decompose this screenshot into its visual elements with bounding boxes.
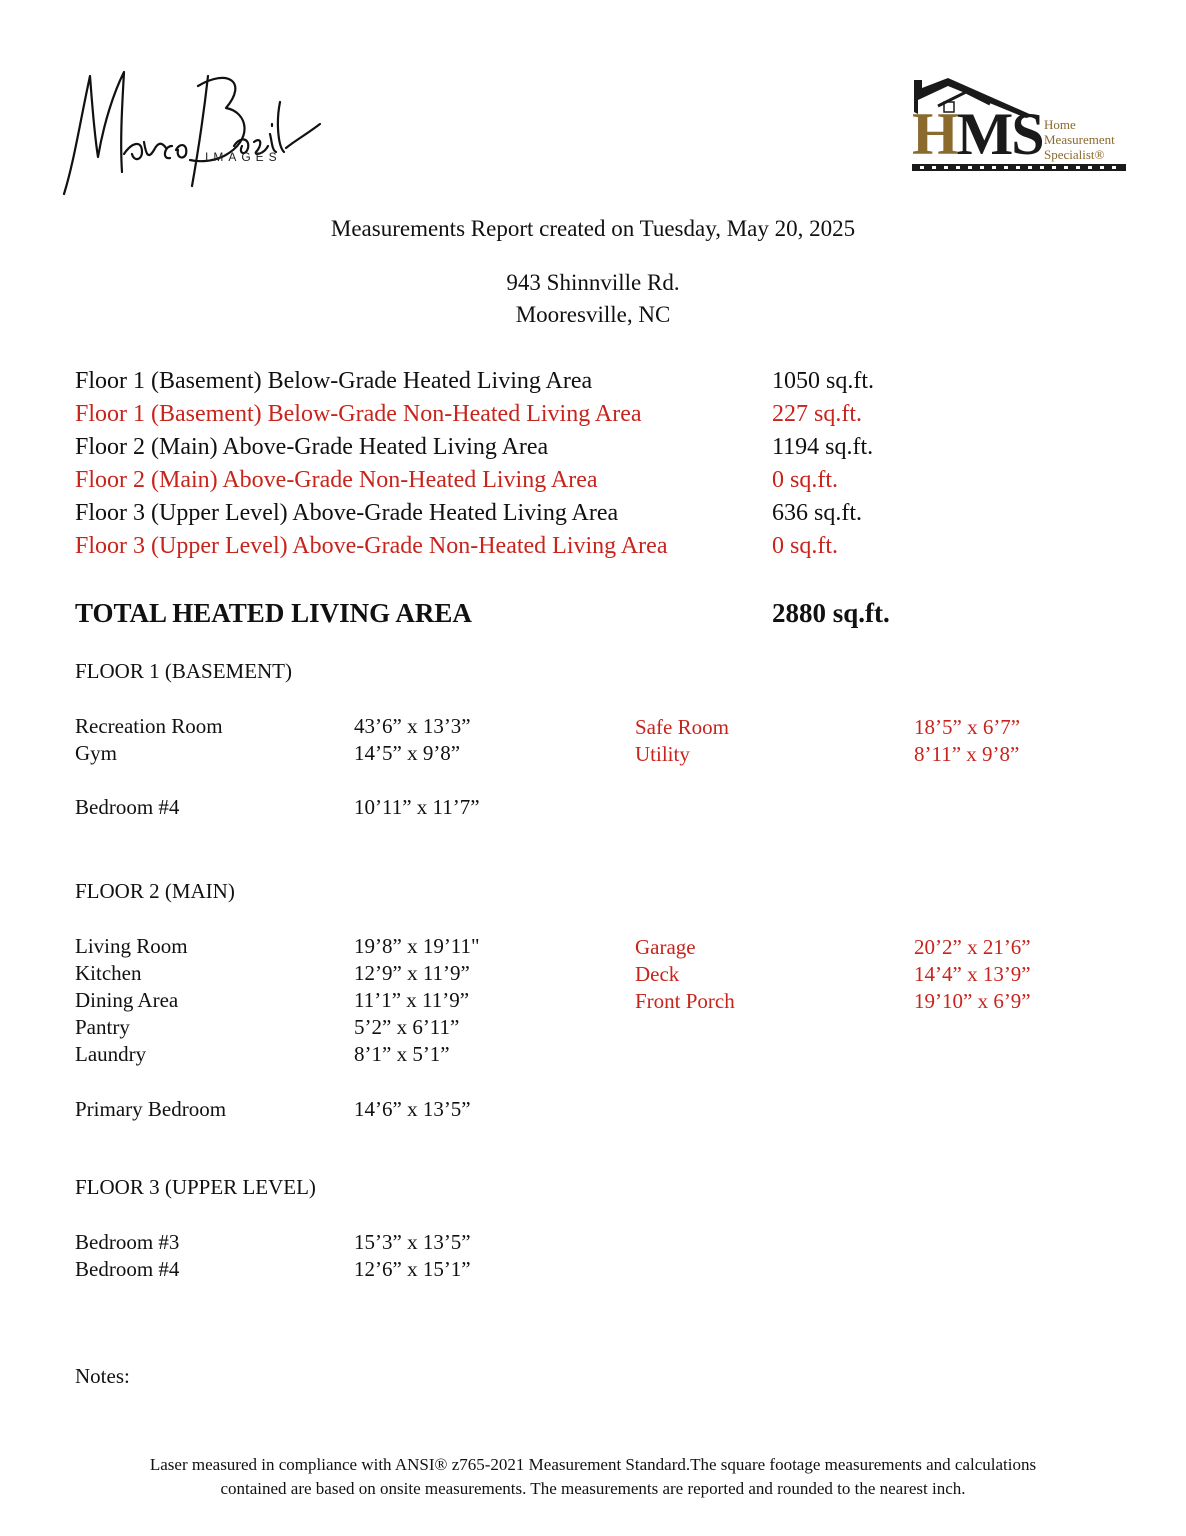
room-dims: 14’5” x 9’8” xyxy=(354,741,461,765)
area-value: 0 sq.ft. xyxy=(772,533,838,559)
address-line-1: 943 Shinnville Rd. xyxy=(506,270,680,295)
room-dims: 43’6” x 13’3” xyxy=(354,714,471,738)
area-label: Floor 2 (Main) Above-Grade Heated Living Area xyxy=(75,434,549,460)
room-name: Dining Area xyxy=(75,988,179,1012)
floor-1-heading: FLOOR 1 (BASEMENT) xyxy=(75,659,293,683)
room-name: Laundry xyxy=(75,1042,147,1066)
area-value: 636 sq.ft. xyxy=(772,500,862,526)
floor-3-heading: FLOOR 3 (UPPER LEVEL) xyxy=(75,1175,316,1199)
room-name: Primary Bedroom xyxy=(75,1097,227,1121)
room-dims: 15’3” x 13’5” xyxy=(354,1230,471,1254)
unheated-room-name: Garage xyxy=(635,935,696,959)
area-label: Floor 2 (Main) Above-Grade Non-Heated Living Area xyxy=(75,467,598,493)
hms-logo-subtitle xyxy=(1044,117,1115,162)
hms-letters-ms: MS xyxy=(956,101,1043,167)
room-name: Pantry xyxy=(75,1015,130,1039)
area-label: Floor 1 (Basement) Below-Grade Heated Living Area xyxy=(75,368,593,394)
report-title: Measurements Report created on Tuesday, May 20, 2025 xyxy=(330,216,856,241)
room-name: Kitchen xyxy=(75,961,142,985)
room-dims: 14’6” x 13’5” xyxy=(354,1097,471,1121)
disclaimer xyxy=(0,1453,1186,1501)
area-value: 227 sq.ft. xyxy=(772,401,862,427)
room-name: Gym xyxy=(75,741,117,765)
unheated-room-dims: 20’2” x 21’6” xyxy=(914,935,1031,959)
address-line-2: Mooresville, NC xyxy=(515,302,671,327)
unheated-room-name: Deck xyxy=(635,962,680,986)
area-label: Floor 3 (Upper Level) Above-Grade Heated Living Area xyxy=(75,500,619,526)
room-dims: 8’1” x 5’1” xyxy=(354,1042,450,1066)
unheated-room-dims: 19’10” x 6’9” xyxy=(914,989,1031,1013)
unheated-room-dims: 18’5” x 6’7” xyxy=(914,715,1021,739)
unheated-room-dims: 8’11” x 9’8” xyxy=(914,742,1020,766)
room-name: Living Room xyxy=(75,934,188,958)
area-label: Floor 3 (Upper Level) Above-Grade Non-Heated Living Area xyxy=(75,533,668,559)
room-name: Recreation Room xyxy=(75,714,223,738)
room-name: Bedroom #4 xyxy=(75,1257,180,1281)
room-dims: 11’1” x 11’9” xyxy=(354,988,470,1012)
room-dims: 19’8” x 19’11" xyxy=(354,934,480,958)
area-value: 1194 sq.ft. xyxy=(772,434,874,460)
signature-logo-caption: IMAGES xyxy=(205,150,282,164)
hms-letter-h: H xyxy=(912,101,957,167)
notes-label: Notes: xyxy=(75,1364,130,1388)
hms-sub-line: Home xyxy=(1044,117,1076,132)
floor-2-heading: FLOOR 2 (MAIN) xyxy=(75,879,235,903)
hms-sub-line: Measurement xyxy=(1044,132,1115,147)
hms-logo-letters xyxy=(912,101,1043,167)
room-name: Bedroom #4 xyxy=(75,795,180,819)
hms-sub-line: Specialist® xyxy=(1044,147,1105,162)
area-value: 1050 sq.ft. xyxy=(772,368,874,394)
unheated-room-name: Utility xyxy=(635,742,690,766)
unheated-room-name: Front Porch xyxy=(635,989,735,1013)
total-value: 2880 sq.ft. xyxy=(772,598,890,628)
area-value: 0 sq.ft. xyxy=(772,467,838,493)
total-label: TOTAL HEATED LIVING AREA xyxy=(75,598,472,628)
room-dims: 12’6” x 15’1” xyxy=(354,1257,471,1281)
signature-logo-icon xyxy=(58,62,328,202)
room-dims: 5’2” x 6’11” xyxy=(354,1015,460,1039)
unheated-room-name: Safe Room xyxy=(635,715,729,739)
unheated-room-dims: 14’4” x 13’9” xyxy=(914,962,1031,986)
room-name: Bedroom #3 xyxy=(75,1230,180,1254)
disclaimer-line: contained are based on onsite measurements. The measurements are reported and rounded to the nearest inch. xyxy=(220,1479,966,1498)
room-dims: 10’11” x 11’7” xyxy=(354,795,480,819)
room-dims: 12’9” x 11’9” xyxy=(354,961,470,985)
disclaimer-line: Laser measured in compliance with ANSI® z765-2021 Measurement Standard.The square footage measurements and calculations xyxy=(149,1455,1037,1474)
area-label: Floor 1 (Basement) Below-Grade Non-Heated Living Area xyxy=(75,401,642,427)
